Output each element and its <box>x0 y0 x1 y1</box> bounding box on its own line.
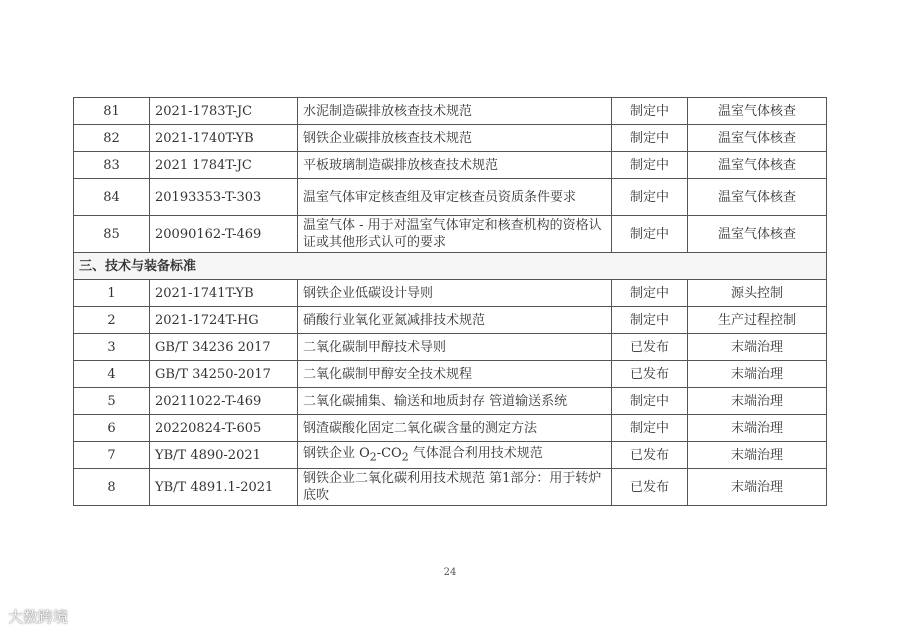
standard-name: 温室气体审定核查组及审定核查员资质条件要求 <box>298 179 612 216</box>
standard-status: 已发布 <box>612 334 688 361</box>
standard-status: 制定中 <box>612 307 688 334</box>
standard-code: 2021 1784T-JC <box>150 152 298 179</box>
standard-name: 钢渣碳酸化固定二氧化碳含量的测定方法 <box>298 415 612 442</box>
table-row <box>74 307 827 334</box>
standard-status: 制定中 <box>612 216 688 253</box>
standard-code: 20193353-T-303 <box>150 179 298 216</box>
name-part: 气体混合利用技术规范 <box>408 445 543 461</box>
standard-status: 制定中 <box>612 179 688 216</box>
standard-category: 末端治理 <box>688 334 827 361</box>
standard-category: 温室气体核查 <box>688 98 827 125</box>
row-number: 3 <box>74 334 150 361</box>
standard-code: 2021-1783T-JC <box>150 98 298 125</box>
subscript: 2 <box>369 450 377 464</box>
name-part: 钢铁企业 O <box>303 445 370 461</box>
standard-code: 20220824-T-605 <box>150 415 298 442</box>
standard-code: 2021-1740T-YB <box>150 125 298 152</box>
row-number: 81 <box>74 98 150 125</box>
table-row <box>74 152 827 179</box>
standard-name: 硝酸行业氧化亚氮减排技术规范 <box>298 307 612 334</box>
row-number: 6 <box>74 415 150 442</box>
standard-status: 制定中 <box>612 415 688 442</box>
standard-name: 平板玻璃制造碳排放核查技术规范 <box>298 152 612 179</box>
section-header-row <box>74 253 827 280</box>
standard-status: 制定中 <box>612 125 688 152</box>
standard-category: 温室气体核查 <box>688 179 827 216</box>
table-row <box>74 469 827 506</box>
standard-name: 二氧化碳制甲醇安全技术规程 <box>298 361 612 388</box>
standard-code: 20211022-T-469 <box>150 388 298 415</box>
standard-name: 水泥制造碳排放核查技术规范 <box>298 98 612 125</box>
standards-table <box>73 97 827 506</box>
standard-name: 钢铁企业二氧化碳利用技术规范 第1部分：用于转炉底吹 <box>298 469 612 506</box>
row-number: 82 <box>74 125 150 152</box>
row-number: 85 <box>74 216 150 253</box>
standard-category: 源头控制 <box>688 280 827 307</box>
row-number: 83 <box>74 152 150 179</box>
table-row <box>74 98 827 125</box>
table-row <box>74 415 827 442</box>
standard-category: 末端治理 <box>688 388 827 415</box>
name-part: -CO <box>376 445 402 461</box>
table-row <box>74 361 827 388</box>
page-number: 24 <box>443 567 457 578</box>
standard-category: 末端治理 <box>688 361 827 388</box>
table-row <box>74 334 827 361</box>
standard-name: 温室气体 - 用于对温室气体审定和核查机构的资格认证或其他形式认可的要求 <box>298 216 612 253</box>
row-number: 1 <box>74 280 150 307</box>
standard-category: 温室气体核查 <box>688 216 827 253</box>
table-row <box>74 216 827 253</box>
row-number: 2 <box>74 307 150 334</box>
standard-code: 2021-1741T-YB <box>150 280 298 307</box>
standard-status: 已发布 <box>612 361 688 388</box>
standard-code: 2021-1724T-HG <box>150 307 298 334</box>
subscript: 2 <box>401 450 409 464</box>
watermark: 大数跨境 <box>8 608 69 626</box>
standard-name: 二氧化碳制甲醇技术导则 <box>298 334 612 361</box>
standard-category: 末端治理 <box>688 415 827 442</box>
row-number: 8 <box>74 469 150 506</box>
standard-category: 末端治理 <box>688 442 827 469</box>
standard-code: YB/T 4891.1-2021 <box>150 469 298 506</box>
row-number: 84 <box>74 179 150 216</box>
table-row <box>74 388 827 415</box>
standard-name: 钢铁企业低碳设计导则 <box>298 280 612 307</box>
table-row <box>74 280 827 307</box>
standard-status: 制定中 <box>612 98 688 125</box>
standard-code: 20090162-T-469 <box>150 216 298 253</box>
standard-name <box>298 442 612 469</box>
standard-status: 制定中 <box>612 280 688 307</box>
table-row <box>74 125 827 152</box>
standard-category: 生产过程控制 <box>688 307 827 334</box>
table-row <box>74 442 827 469</box>
standard-name: 钢铁企业碳排放核查技术规范 <box>298 125 612 152</box>
row-number: 5 <box>74 388 150 415</box>
standard-name: 二氧化碳捕集、输送和地质封存 管道输送系统 <box>298 388 612 415</box>
standard-category: 温室气体核查 <box>688 125 827 152</box>
standard-code: GB/T 34250-2017 <box>150 361 298 388</box>
standard-status: 制定中 <box>612 152 688 179</box>
standard-status: 已发布 <box>612 469 688 506</box>
standard-status: 已发布 <box>612 442 688 469</box>
table-row <box>74 179 827 216</box>
standard-category: 末端治理 <box>688 469 827 506</box>
row-number: 7 <box>74 442 150 469</box>
row-number: 4 <box>74 361 150 388</box>
section-title: 三、技术与装备标准 <box>74 253 827 280</box>
standard-code: YB/T 4890-2021 <box>150 442 298 469</box>
standard-code: GB/T 34236 2017 <box>150 334 298 361</box>
standard-status: 制定中 <box>612 388 688 415</box>
standard-category: 温室气体核查 <box>688 152 827 179</box>
